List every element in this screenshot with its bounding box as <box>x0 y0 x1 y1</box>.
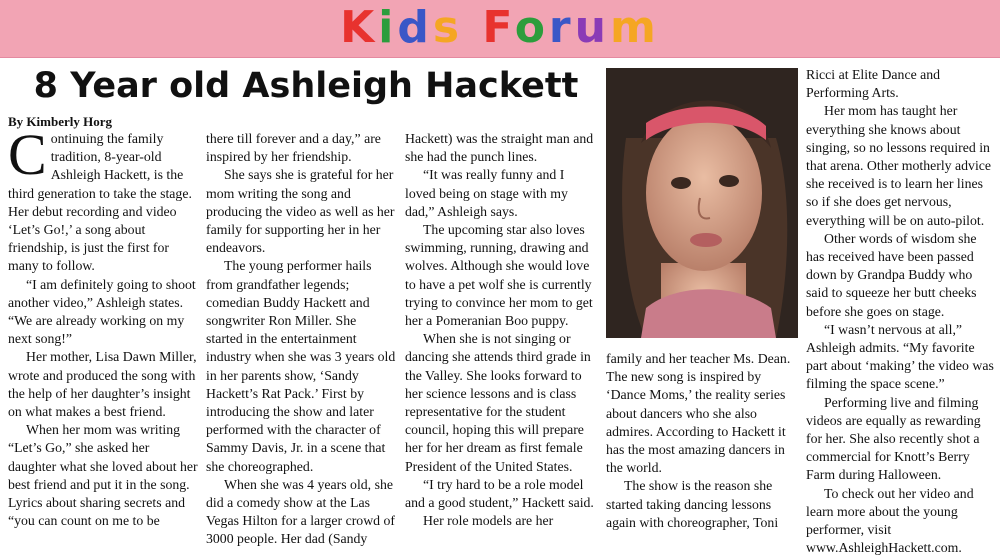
masthead-letter: K <box>340 2 379 53</box>
article-paragraph: there till forever and a day,” are inspired by her friendship. <box>206 131 381 165</box>
article-paragraph: The show is the reason she started taking dancing lessons again with choreographer, Toni <box>606 478 779 530</box>
masthead-space <box>463 2 482 53</box>
masthead-letter: r <box>548 2 575 53</box>
article-paragraph: Her mother, Lisa Dawn Miller, wrote and produced the song with the help of her daughter’s insight on what makes a best friend. <box>8 349 197 420</box>
masthead-letter: o <box>514 2 549 53</box>
article-column-4 <box>606 350 796 532</box>
article-paragraph: When she was 4 years old, she did a comedy show at the Las Vegas Hilton for a larger crowd of 3000 people. Her dad (Sandy <box>206 476 396 547</box>
article-headline: 8 Year old Ashleigh Hackett <box>33 66 579 106</box>
article-paragraph: To check out her video and learn more about the young performer, visit www.AshleighHackett.com. <box>806 485 974 556</box>
article-paragraph: “I try hard to be a role model and a good student,” Hackett said. <box>405 476 594 511</box>
masthead-letter: u <box>574 2 610 53</box>
article-paragraph: “It was really funny and I loved being on stage with my dad,” Ashleigh says. <box>405 167 568 219</box>
article-column-2 <box>206 130 396 549</box>
article-paragraph: Her mom has taught her everything she knows about singing, so no lessons required in that arena. Other motherly advice she received is to learn her lines so if she does get nervous, everything will be on auto-pilot. <box>806 103 992 228</box>
article-column-5 <box>806 66 994 557</box>
girl-portrait-photo <box>606 68 798 338</box>
article-column-3 <box>405 130 595 530</box>
masthead-letter: i <box>378 2 398 53</box>
article-paragraph: ontinuing the family tradition, 8-year-old Ashleigh Hackett, is the third generation to take the stage. Her debut recording and video ‘Let’s Go!,’ a song about friendship, is just the first for many to follow. <box>8 131 192 274</box>
article-paragraph: When her mom was writing “Let’s Go,” she asked her daughter what she loved about her best friend and put it in the song. Lyrics about sharing secrets and “you can count on me to be <box>8 422 198 529</box>
article-paragraph: “I wasn’t nervous at all,” Ashleigh admits. “My favorite part about ‘making’ the video was filming the space scene.” <box>806 321 994 392</box>
masthead-title <box>340 3 660 53</box>
article-paragraph: Other words of wisdom she has received have been passed down by Grandpa Buddy who said to squeeze her butt cheeks before she goes on stage. <box>806 230 977 319</box>
article-paragraph: The upcoming star also loves swimming, running, drawing and wolves. Although she would love to have a pet wolf she is currently trying to convince her mom to get her a Pomeranian Boo puppy. <box>405 222 593 329</box>
article-paragraph: Her role models are her <box>423 513 554 529</box>
masthead-letter: F <box>482 2 515 53</box>
masthead-letter: s <box>432 2 464 53</box>
article-paragraph: When she is not singing or dancing she attends third grade in the Valley. She looks forward to her science lessons and is class representative for the student council, hoping this will prepare her for her dream as first female President of the United States. <box>405 331 591 474</box>
article-paragraph: Hackett) was the straight man and she had the punch lines. <box>405 131 594 165</box>
kids-forum-masthead <box>0 0 1000 58</box>
masthead-letter: m <box>609 2 660 53</box>
article-paragraph: “I am definitely going to shoot another video,” Ashleigh states. “We are already working on my next song!” <box>8 276 196 347</box>
article-paragraph: family and her teacher Ms. Dean. The new song is inspired by ‘Dance Moms,’ the reality series about dancers who she also admires. According to Hackett it has the most amazing dancers in the world. <box>606 351 791 476</box>
article-paragraph: The young performer hails from grandfather legends; comedian Buddy Hackett and songwriter Ron Miller. She started in the entertainment industry when she was 3 years old in her parents show, ‘Sandy Hackett’s Rat Pack.’ First by introducing the show and later performed with the character of Sammy Davis, Jr. in a scene that she choreographed. <box>206 258 396 474</box>
article-column-1 <box>8 122 198 530</box>
article-paragraph: Ricci at Elite Dance and Performing Arts. <box>806 67 941 101</box>
masthead-letter: d <box>397 2 433 53</box>
article-byline: By Kimberly Horg <box>8 114 112 129</box>
article-paragraph: Performing live and filming videos are equally as rewarding for her. She also recently shot a commercial for Knott’s Berry Farm during Halloween. <box>806 394 981 483</box>
drop-cap: C <box>8 122 47 187</box>
article-paragraph: She says she is grateful for her mom writing the song and producing the video as well as her family for supporting her in her endeavors. <box>206 167 395 256</box>
